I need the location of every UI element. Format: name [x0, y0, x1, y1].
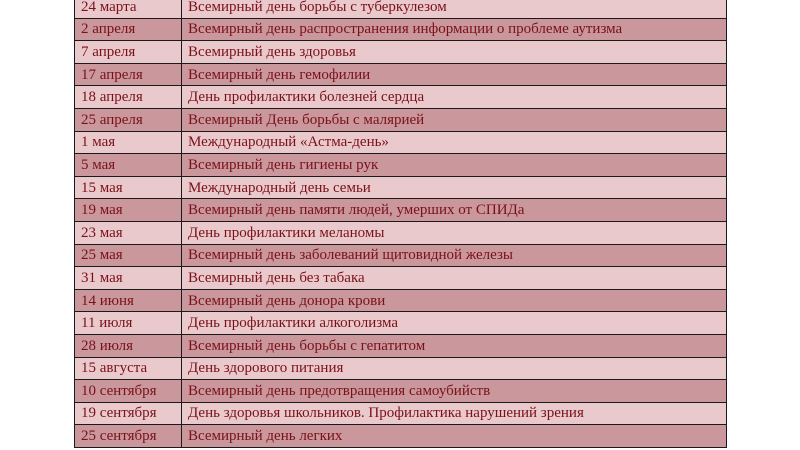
table-body: [75, 0, 727, 447]
event-cell: Международный «Астма-день»: [182, 131, 727, 154]
event-cell: День профилактики болезней сердца: [182, 86, 727, 109]
date-cell: 15 мая: [75, 176, 182, 199]
event-cell: Всемирный день легких: [182, 425, 727, 448]
table-row: [75, 380, 727, 403]
event-cell: День профилактики меланомы: [182, 221, 727, 244]
table-row: [75, 18, 727, 41]
event-cell: День здорового питания: [182, 357, 727, 380]
table-row: [75, 108, 727, 131]
table-row: [75, 334, 727, 357]
date-cell: 19 сентября: [75, 402, 182, 425]
event-cell: Всемирный день заболеваний щитовидной железы: [182, 244, 727, 267]
event-cell: Всемирный день гемофилии: [182, 63, 727, 86]
date-cell: 7 апреля: [75, 41, 182, 64]
event-cell: Всемирный день здоровья: [182, 41, 727, 64]
health-days-table-container: [74, 0, 726, 448]
table-row: [75, 221, 727, 244]
table-row: [75, 199, 727, 222]
table-row: [75, 425, 727, 448]
table-row: [75, 63, 727, 86]
table-row: [75, 41, 727, 64]
table-row: [75, 176, 727, 199]
date-cell: 17 апреля: [75, 63, 182, 86]
date-cell: 2 апреля: [75, 18, 182, 41]
event-cell: Всемирный день распространения информации о проблеме аутизма: [182, 18, 727, 41]
event-cell: Всемирный день донора крови: [182, 289, 727, 312]
date-cell: 31 мая: [75, 267, 182, 290]
date-cell: 15 августа: [75, 357, 182, 380]
table-row: [75, 312, 727, 335]
date-cell: 24 марта: [75, 0, 182, 18]
event-cell: Всемирный день борьбы с туберкулезом: [182, 0, 727, 18]
date-cell: 18 апреля: [75, 86, 182, 109]
event-cell: Всемирный день без табака: [182, 267, 727, 290]
table-row: [75, 267, 727, 290]
date-cell: 14 июня: [75, 289, 182, 312]
date-cell: 25 мая: [75, 244, 182, 267]
table-row: [75, 357, 727, 380]
event-cell: Всемирный День борьбы с малярией: [182, 108, 727, 131]
date-cell: 5 мая: [75, 154, 182, 177]
event-cell: Всемирный день гигиены рук: [182, 154, 727, 177]
date-cell: 10 сентября: [75, 380, 182, 403]
event-cell: Всемирный день предотвращения самоубийств: [182, 380, 727, 403]
table-row: [75, 0, 727, 18]
health-days-table: [74, 0, 727, 448]
table-row: [75, 131, 727, 154]
event-cell: День профилактики алкоголизма: [182, 312, 727, 335]
event-cell: Международный день семьи: [182, 176, 727, 199]
date-cell: 19 мая: [75, 199, 182, 222]
date-cell: 25 сентября: [75, 425, 182, 448]
date-cell: 25 апреля: [75, 108, 182, 131]
date-cell: 23 мая: [75, 221, 182, 244]
date-cell: 11 июля: [75, 312, 182, 335]
table-row: [75, 402, 727, 425]
table-row: [75, 289, 727, 312]
event-cell: День здоровья школьников. Профилактика нарушений зрения: [182, 402, 727, 425]
date-cell: 28 июля: [75, 334, 182, 357]
event-cell: Всемирный день памяти людей, умерших от СПИДа: [182, 199, 727, 222]
table-row: [75, 86, 727, 109]
date-cell: 1 мая: [75, 131, 182, 154]
table-row: [75, 154, 727, 177]
event-cell: Всемирный день борьбы с гепатитом: [182, 334, 727, 357]
table-row: [75, 244, 727, 267]
